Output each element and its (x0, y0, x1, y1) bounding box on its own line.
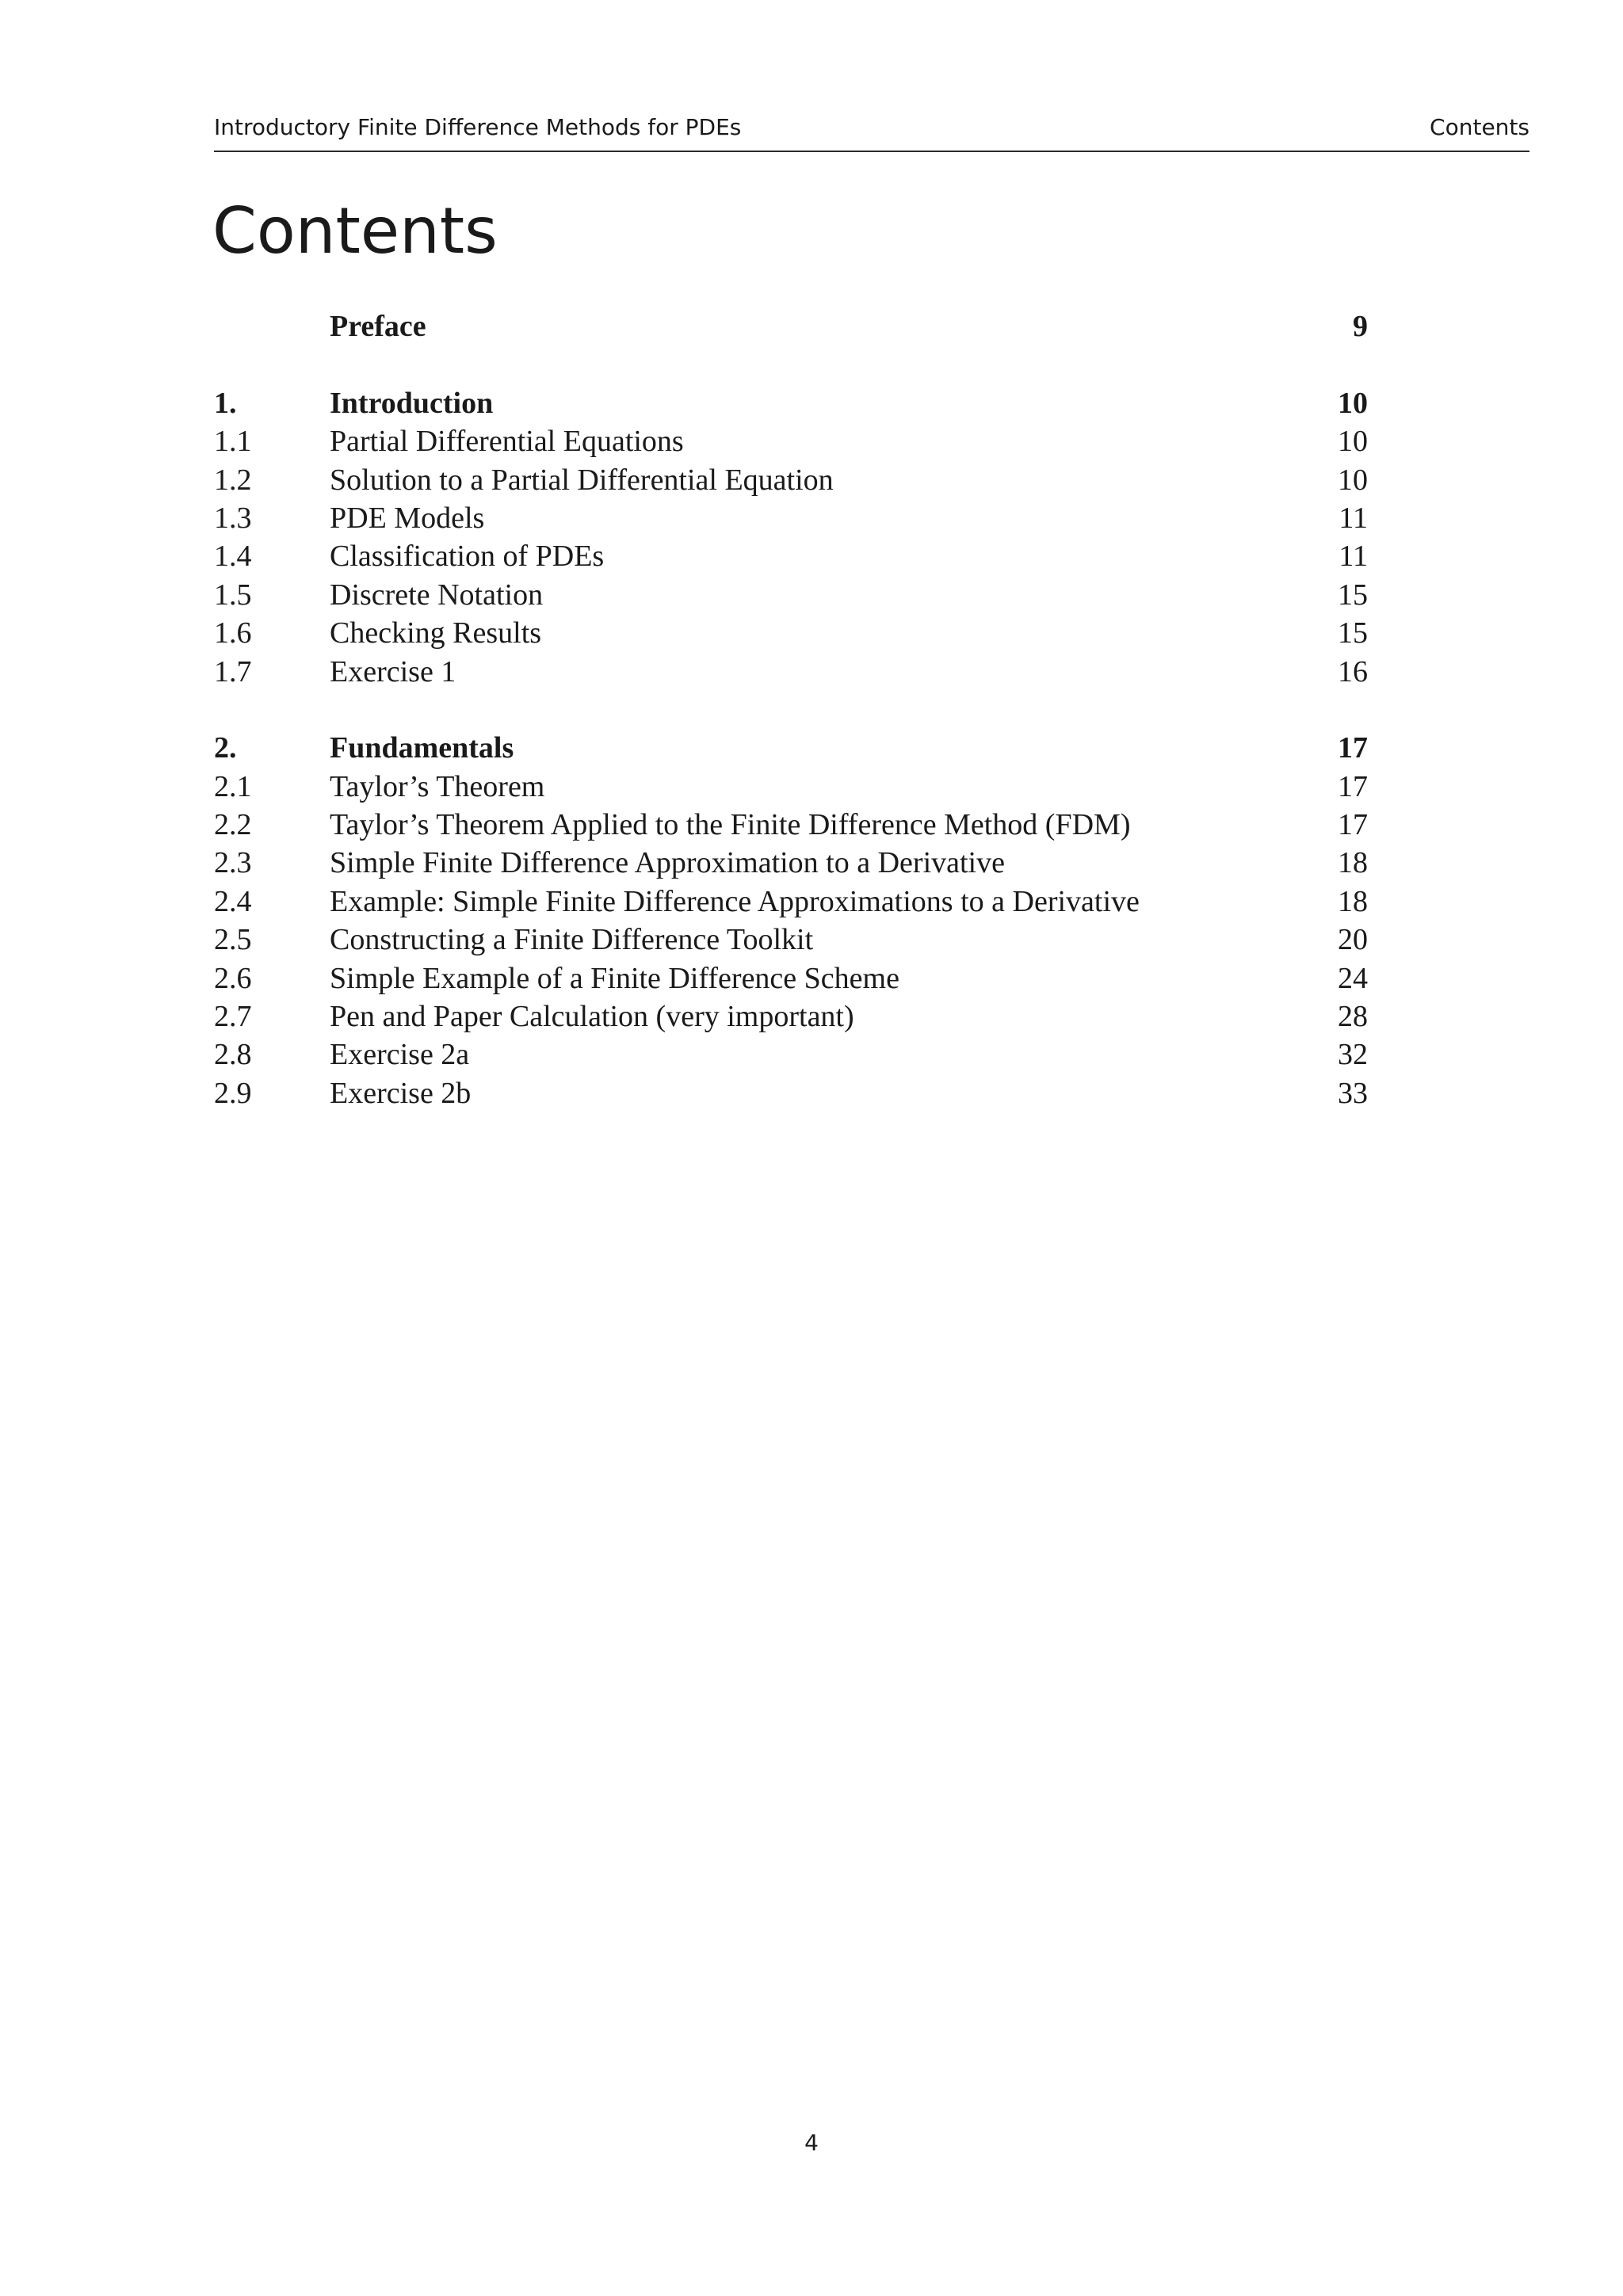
toc-section[interactable] (214, 768, 1368, 806)
toc-entry-number: 1.5 (214, 578, 252, 612)
toc-entry-page: 16 (1338, 654, 1368, 688)
toc-entry-title: Classification of PDEs (330, 540, 605, 574)
toc-entry-number: 2.1 (214, 769, 252, 803)
toc-entry-title: Solution to a Partial Differential Equation (330, 463, 834, 497)
toc-section[interactable] (214, 959, 1368, 997)
table-of-contents (214, 307, 1368, 1112)
toc-entry-page: 15 (1338, 616, 1368, 650)
toc-entry-page: 32 (1338, 1038, 1368, 1072)
page-title: Contents (212, 194, 498, 268)
toc-entry-title: Exercise 1 (330, 654, 456, 688)
toc-section[interactable] (214, 1035, 1368, 1074)
toc-entry-title: Discrete Notation (330, 578, 544, 612)
toc-entry-page: 17 (1338, 769, 1368, 803)
toc-entry-number: 2.4 (214, 884, 252, 918)
toc-entry-title: Partial Differential Equations (330, 425, 684, 459)
toc-entry-number: 1.2 (214, 463, 252, 497)
toc-section[interactable] (214, 499, 1368, 537)
toc-entry-number: 1.4 (214, 540, 252, 574)
toc-entry-page: 18 (1338, 846, 1368, 880)
toc-entry-page: 28 (1338, 1000, 1368, 1034)
toc-section[interactable] (214, 653, 1368, 691)
toc-entry-number: 1.1 (214, 425, 252, 459)
toc-entry-page: 33 (1338, 1076, 1368, 1110)
toc-entry-number: 2.8 (214, 1038, 252, 1072)
toc-section[interactable] (214, 1074, 1368, 1112)
toc-section[interactable] (214, 844, 1368, 882)
running-header (214, 109, 1529, 152)
toc-entry-title: Simple Example of a Finite Difference Scheme (330, 961, 899, 995)
toc-entry-number: 1.7 (214, 654, 252, 688)
toc-entry-preface[interactable] (214, 307, 1368, 345)
toc-entry-number: 1. (214, 386, 237, 420)
toc-section[interactable] (214, 883, 1368, 921)
toc-entry-title: Taylor’s Theorem (330, 769, 545, 803)
toc-entry-page: 9 (1353, 310, 1368, 343)
toc-entry-page: 10 (1338, 463, 1368, 497)
toc-entry-number: 2.9 (214, 1076, 252, 1110)
toc-entry-page: 24 (1338, 961, 1368, 995)
toc-entry-page: 11 (1338, 501, 1368, 535)
toc-entry-page: 10 (1338, 386, 1368, 420)
toc-entry-title: Introduction (330, 386, 494, 420)
toc-section[interactable] (214, 576, 1368, 614)
toc-entry-title: Checking Results (330, 616, 542, 650)
section-title: Contents (1430, 114, 1529, 140)
toc-entry-title: PDE Models (330, 501, 485, 535)
toc-entry-number: 1.6 (214, 616, 252, 650)
toc-section[interactable] (214, 461, 1368, 499)
toc-entry-title: Taylor’s Theorem Applied to the Finite Difference Method (FDM) (330, 808, 1131, 842)
toc-entry-title: Exercise 2a (330, 1038, 470, 1072)
toc-entry-number: 2.7 (214, 1000, 252, 1034)
toc-section[interactable] (214, 997, 1368, 1035)
toc-entry-page: 17 (1338, 808, 1368, 842)
toc-entry-page: 15 (1338, 578, 1368, 612)
toc-entry-title: Constructing a Finite Difference Toolkit (330, 923, 814, 957)
toc-entry-number: 1.3 (214, 501, 252, 535)
toc-entry-title: Exercise 2b (330, 1076, 472, 1110)
toc-section[interactable] (214, 921, 1368, 959)
toc-entry-title: Simple Finite Difference Approximation to a Derivative (330, 846, 1005, 880)
book-title: Introductory Finite Difference Methods for PDEs (214, 114, 742, 140)
toc-entry-number: 2.6 (214, 961, 252, 995)
toc-chapter[interactable] (214, 384, 1368, 422)
toc-entry-page: 10 (1338, 425, 1368, 459)
toc-section[interactable] (214, 806, 1368, 844)
toc-entry-title: Preface (330, 310, 426, 343)
toc-section[interactable] (214, 614, 1368, 652)
toc-chapter[interactable] (214, 729, 1368, 767)
toc-entry-title: Fundamentals (330, 731, 514, 765)
toc-entry-title: Pen and Paper Calculation (very important) (330, 1000, 854, 1034)
toc-entry-number: 2.3 (214, 846, 252, 880)
toc-entry-page: 18 (1338, 884, 1368, 918)
page-number: 4 (804, 2130, 819, 2156)
toc-entry-page: 11 (1338, 540, 1368, 574)
toc-section[interactable] (214, 422, 1368, 460)
toc-entry-number: 2.2 (214, 808, 252, 842)
toc-entry-title: Example: Simple Finite Difference Approximations to a Derivative (330, 884, 1140, 918)
toc-entry-number: 2.5 (214, 923, 252, 957)
toc-entry-number: 2. (214, 731, 237, 765)
toc-entry-page: 20 (1338, 923, 1368, 957)
toc-entry-page: 17 (1338, 731, 1368, 765)
toc-section[interactable] (214, 537, 1368, 575)
